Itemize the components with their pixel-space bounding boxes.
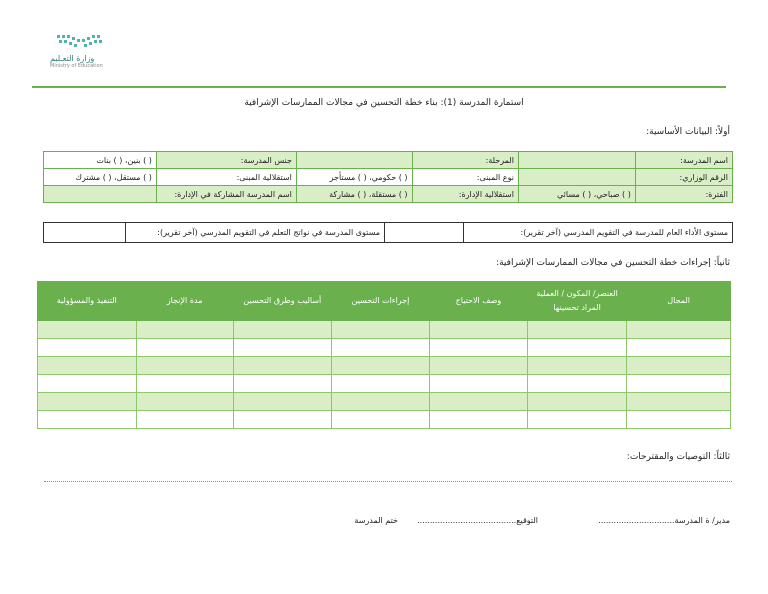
basic-info-cell: الفترة: xyxy=(635,186,732,203)
basic-info-row xyxy=(44,152,733,169)
learning-outcomes-value[interactable] xyxy=(44,223,126,243)
basic-info-cell: استقلالية الإدارة: xyxy=(412,186,518,203)
plan-cell[interactable] xyxy=(233,357,331,375)
basic-info-cell: ( ) حكومي، ( ) مستأجر xyxy=(296,169,412,186)
plan-cell[interactable] xyxy=(527,411,627,429)
plan-cell[interactable] xyxy=(38,375,137,393)
basic-info-input-cell[interactable] xyxy=(518,169,635,186)
plan-row xyxy=(38,393,731,411)
plan-cell[interactable] xyxy=(38,339,137,357)
plan-cell[interactable] xyxy=(136,339,233,357)
plan-cell[interactable] xyxy=(527,393,627,411)
plan-cell[interactable] xyxy=(38,357,137,375)
plan-cell[interactable] xyxy=(136,411,233,429)
plan-cell[interactable] xyxy=(527,339,627,357)
basic-info-cell: استقلالية المبنى: xyxy=(156,169,296,186)
section-basic-heading: أولاً: البيانات الأساسية: xyxy=(646,127,730,137)
plan-cell[interactable] xyxy=(233,339,331,357)
learning-outcomes-label: مستوى المدرسة في نواتج التعلم في التقويم المدرسي (آخر تقرير): xyxy=(126,223,385,243)
basic-info-cell: جنس المدرسة: xyxy=(156,152,296,169)
plan-cell[interactable] xyxy=(627,321,731,339)
plan-column-header: العنصر/ المكون / العملية المراد تحسينها xyxy=(527,282,627,321)
principal-signature-line: مدير/ ة المدرسة.............................. xyxy=(598,516,730,525)
plan-cell[interactable] xyxy=(331,393,429,411)
plan-cell[interactable] xyxy=(527,357,627,375)
plan-cell[interactable] xyxy=(627,393,731,411)
plan-cell[interactable] xyxy=(627,411,731,429)
basic-info-cell: اسم المدرسة: xyxy=(635,152,732,169)
basic-info-cell: ( ) مستقل، ( ) مشترك xyxy=(44,169,157,186)
plan-cell[interactable] xyxy=(331,375,429,393)
plan-column-header: المجال xyxy=(627,282,731,321)
basic-info-cell: نوع المبنى: xyxy=(412,169,518,186)
plan-row xyxy=(38,411,731,429)
plan-row xyxy=(38,339,731,357)
plan-cell[interactable] xyxy=(233,375,331,393)
plan-cell[interactable] xyxy=(430,411,528,429)
plan-row xyxy=(38,375,731,393)
plan-cell[interactable] xyxy=(233,411,331,429)
basic-info-cell: المرحلة: xyxy=(412,152,518,169)
plan-cell[interactable] xyxy=(430,339,528,357)
plan-cell[interactable] xyxy=(430,375,528,393)
plan-cell[interactable] xyxy=(430,321,528,339)
plan-cell[interactable] xyxy=(527,321,627,339)
section-recommendations-heading: ثالثاً: التوصيات والمقترحات: xyxy=(626,452,730,462)
basic-info-cell: ( ) مستقلة، ( ) مشاركة xyxy=(296,186,412,203)
basic-info-cell: الرقم الوزاري: xyxy=(635,169,732,186)
plan-column-header: التنفيذ والمسؤولية xyxy=(38,282,137,321)
basic-info-cell: ( ) صباحي، ( ) مسائي xyxy=(518,186,635,203)
plan-cell[interactable] xyxy=(38,321,137,339)
plan-column-header: أساليب وطرق التحسين xyxy=(233,282,331,321)
plan-cell[interactable] xyxy=(627,357,731,375)
school-stamp-label: ختم المدرسة xyxy=(354,516,398,525)
basic-info-cell: ( ) بنين، ( ) بنات xyxy=(44,152,157,169)
performance-overall-value[interactable] xyxy=(385,223,464,243)
basic-info-table xyxy=(43,151,733,203)
plan-cell[interactable] xyxy=(527,375,627,393)
performance-table xyxy=(43,222,733,243)
basic-info-row xyxy=(44,169,733,186)
improvement-plan-table xyxy=(37,281,731,429)
plan-cell[interactable] xyxy=(136,321,233,339)
basic-info-cell: اسم المدرسة المشاركة في الإدارة: xyxy=(156,186,296,203)
plan-cell[interactable] xyxy=(430,357,528,375)
logo-text: وزارة التعـليم xyxy=(50,54,95,63)
plan-row xyxy=(38,357,731,375)
plan-cell[interactable] xyxy=(627,339,731,357)
plan-cell[interactable] xyxy=(38,393,137,411)
plan-cell[interactable] xyxy=(331,357,429,375)
plan-column-header: وصف الاحتياج xyxy=(430,282,528,321)
plan-cell[interactable] xyxy=(233,321,331,339)
plan-cell[interactable] xyxy=(38,411,137,429)
plan-cell[interactable] xyxy=(331,339,429,357)
plan-cell[interactable] xyxy=(430,393,528,411)
header-divider xyxy=(32,86,726,88)
recommendations-line[interactable] xyxy=(44,481,732,482)
plan-cell[interactable] xyxy=(627,375,731,393)
plan-column-header: مدة الإنجاز xyxy=(136,282,233,321)
basic-info-input-cell[interactable] xyxy=(518,152,635,169)
plan-cell[interactable] xyxy=(136,357,233,375)
plan-cell[interactable] xyxy=(233,393,331,411)
plan-cell[interactable] xyxy=(136,375,233,393)
signature-line: التوقيع....................................... xyxy=(417,516,538,525)
basic-info-row xyxy=(44,186,733,203)
basic-info-input-cell[interactable] xyxy=(296,152,412,169)
plan-row xyxy=(38,321,731,339)
logo-subtitle: Ministry of Education xyxy=(50,63,103,69)
document-title: استمارة المدرسة (1): بناء خطة التحسين في مجالات الممارسات الإشرافية xyxy=(244,98,524,108)
plan-cell[interactable] xyxy=(331,411,429,429)
plan-cell[interactable] xyxy=(136,393,233,411)
plan-cell[interactable] xyxy=(331,321,429,339)
plan-column-header: إجراءات التحسين xyxy=(331,282,429,321)
section-plan-heading: ثانياً: إجراءات خطة التحسين في مجالات الممارسات الإشرافية: xyxy=(496,258,730,268)
performance-overall-label: مستوى الأداء العام للمدرسة في التقويم المدرسي (آخر تقرير): xyxy=(464,223,733,243)
basic-info-input-cell[interactable] xyxy=(44,186,157,203)
